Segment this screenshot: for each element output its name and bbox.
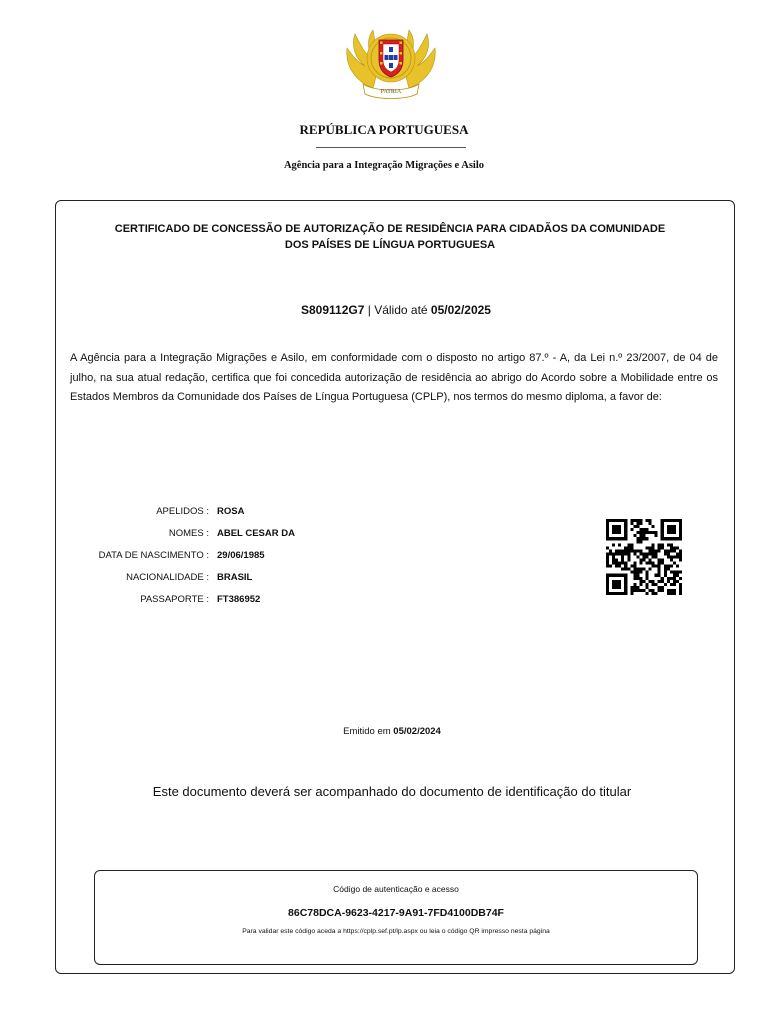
field-label: DATA DE NASCIMENTO : [98, 550, 209, 561]
holder-field-surname [60, 506, 480, 520]
field-value: 29/06/1985 [217, 550, 265, 561]
certificate-title-line1: CERTIFICADO DE CONCESSÃO DE AUTORIZAÇÃO DE RESIDÊNCIA PARA CIDADÃOS DA COMUNIDADE [114, 223, 666, 235]
valid-until-label: Válido até [374, 303, 431, 317]
issued-label: Emitido em [343, 726, 394, 737]
field-value: BRASIL [217, 572, 253, 583]
certificate-body: A Agência para a Integração Migrações e Asilo, em conformidade com o disposto no artigo 87.º - A, da Lei n.º 23/2007, de 04 de julho, na sua atual redação, certifica que foi concedida autorização de residência ao abrigo do Acordo sobre a Mobilidade entre os Estados Membros da Comunidade dos Países de Língua Portuguesa (CPLP), nos termos do mesmo diploma, a favor de: [70, 352, 718, 403]
certificate-title [100, 221, 680, 253]
holder-field-names [60, 528, 480, 542]
field-label: NOMES : [168, 528, 209, 539]
holder-field-passport [60, 594, 480, 608]
title-divider [316, 147, 466, 148]
field-label: APELIDOS : [156, 506, 209, 517]
field-value: FT386952 [217, 594, 261, 605]
field-value: ROSA [217, 506, 245, 517]
authentication-note: Para validar este código aceda a https://cplp.sef.pt/lp.aspx ou leia o código QR impresso nesta página [242, 928, 550, 935]
holder-field-birthdate [60, 550, 480, 564]
separator: | [364, 303, 375, 317]
certificate-number: S809112G7 [301, 303, 365, 317]
holder-field-nationality [60, 572, 480, 586]
qr-code-icon[interactable] [604, 519, 684, 595]
country-title: REPÚBLICA PORTUGUESA [299, 122, 469, 137]
agency-name: Agência para a Integração Migrações e Asilo [283, 160, 485, 171]
field-label: NACIONALIDADE : [126, 572, 209, 583]
certificate-title-line2: DOS PAÍSES DE LÍNGUA PORTUGUESA [284, 239, 496, 251]
authentication-label: Código de autenticação e acesso [333, 884, 459, 894]
identification-notice: Este documento deverá ser acompanhado do documento de identificação do titular [152, 784, 632, 799]
valid-until-date: 05/02/2025 [430, 303, 491, 317]
coat-of-arms-icon [339, 22, 443, 102]
issued-date: 05/02/2024 [393, 726, 441, 737]
issued-line [0, 726, 768, 737]
authentication-code: 86C78DCA-9623-4217-9A91-7FD4100DB74F [288, 907, 504, 919]
field-value: ABEL CESAR DA [217, 528, 295, 539]
field-label: PASSAPORTE : [140, 594, 209, 605]
certificate-number-line [0, 303, 768, 317]
emblem-motto: PATRIA [380, 89, 402, 95]
